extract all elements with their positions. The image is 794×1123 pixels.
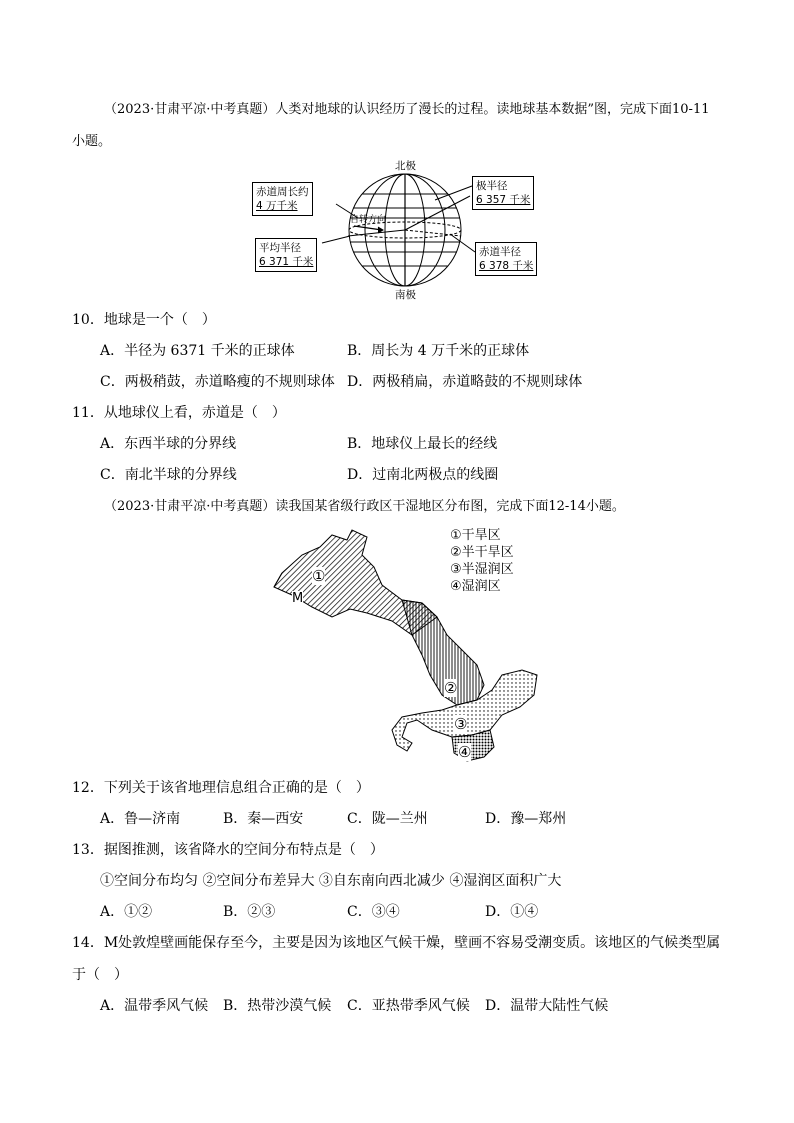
legend-semi-humid: ③半湿润区 <box>450 562 514 577</box>
q11-option-c[interactable]: C．南北半球的分界线 <box>100 467 237 483</box>
q12-option-a[interactable]: A．鲁—济南 <box>100 811 181 827</box>
map-legend <box>450 527 514 595</box>
q12-option-d[interactable]: D．豫—郑州 <box>485 811 567 827</box>
q14-stem: 14．M处敦煌壁画能保存至今，主要是因为该地区气候干燥，壁画不容易受潮变质。该地区的气候类型属 <box>72 935 721 951</box>
circ-label: 赤道周长约 <box>256 186 309 198</box>
q13-option-d[interactable]: D．①④ <box>485 904 539 920</box>
q10-option-a[interactable]: A．半径为 6371 千米的正球体 <box>100 343 295 359</box>
map-mark-1: ① <box>312 567 326 585</box>
mean-radius-label: 平均半径 <box>259 242 301 254</box>
north-pole-label: 北极 <box>395 160 416 172</box>
q11-option-b[interactable]: B．地球仪上最长的经线 <box>347 436 498 452</box>
province-map-figure <box>262 525 542 775</box>
q13-items: ①空间分布均匀 ②空间分布差异大 ③自东南向西北减少 ④湿润区面积广大 <box>100 873 562 889</box>
intro-source: （2023·甘肃平凉·中考真题） <box>104 102 276 117</box>
q10-stem: 10．地球是一个（ ） <box>72 312 216 328</box>
q14-stem-cont: 于（ ） <box>72 967 128 983</box>
intro-10-11 <box>104 101 709 119</box>
q13-option-b[interactable]: B．②③ <box>223 904 276 920</box>
q10-option-b[interactable]: B．周长为 4 万千米的正球体 <box>347 343 530 359</box>
q11-stem: 11．从地球仪上看，赤道是（ ） <box>72 405 286 421</box>
equator-circumference-box <box>252 182 313 216</box>
circ-value: 4 万千米 <box>256 200 298 212</box>
south-pole-label: 南极 <box>395 289 416 301</box>
q11-option-a[interactable]: A．东西半球的分界线 <box>100 436 237 452</box>
map-mark-2: ② <box>444 679 458 697</box>
q12-stem: 12．下列关于该省地理信息组合正确的是（ ） <box>72 780 370 796</box>
equator-radius-value: 6 378 千米 <box>479 260 534 272</box>
polar-radius-box <box>472 176 534 210</box>
q14-option-b[interactable]: B．热带沙漠气候 <box>223 998 332 1014</box>
q11-option-d[interactable]: D．过南北两极点的线圈 <box>347 467 499 483</box>
mean-radius-box <box>255 238 317 272</box>
legend-semi-arid: ②半干旱区 <box>450 545 514 560</box>
q13-option-a[interactable]: A．①② <box>100 904 153 920</box>
spin-direction-label: 自转方向 <box>350 215 387 225</box>
map-mark-4: ④ <box>458 743 472 761</box>
intro-10-11-cont: 小题。 <box>72 134 112 149</box>
legend-humid: ④湿润区 <box>450 579 501 594</box>
q12-option-c[interactable]: C．陇—兰州 <box>347 811 428 827</box>
q14-option-d[interactable]: D．温带大陆性气候 <box>485 998 609 1014</box>
polar-radius-value: 6 357 千米 <box>476 194 531 206</box>
map-mark-m: M <box>292 591 304 606</box>
earth-figure <box>250 158 550 300</box>
q14-option-c[interactable]: C．亚热带季风气候 <box>347 998 470 1014</box>
map-mark-3: ③ <box>454 715 468 733</box>
q14-option-a[interactable]: A．温带季风气候 <box>100 998 209 1014</box>
equator-radius-box <box>475 242 537 276</box>
intro-text: 人类对地球的认识经历了漫长的过程。读地球基本数据”图，完成下面10-11 <box>275 102 710 117</box>
q13-option-c[interactable]: C．③④ <box>347 904 400 920</box>
polar-radius-label: 极半径 <box>476 180 508 192</box>
mean-radius-value: 6 371 千米 <box>259 256 314 268</box>
intro2-source: （2023·甘肃平凉·中考真题） <box>104 499 276 514</box>
q10-option-d[interactable]: D．两极稍扁，赤道略鼓的不规则球体 <box>347 374 583 390</box>
intro-12-14 <box>104 498 625 516</box>
q10-option-c[interactable]: C．两极稍鼓，赤道略瘦的不规则球体 <box>100 374 335 390</box>
intro2-text: 读我国某省级行政区干湿地区分布图，完成下面12-14小题。 <box>275 499 625 514</box>
equator-radius-label: 赤道半径 <box>479 246 521 258</box>
q12-option-b[interactable]: B．秦—西安 <box>223 811 304 827</box>
legend-arid: ①干旱区 <box>450 528 501 543</box>
q13-stem: 13．据图推测，该省降水的空间分布特点是（ ） <box>72 842 384 858</box>
